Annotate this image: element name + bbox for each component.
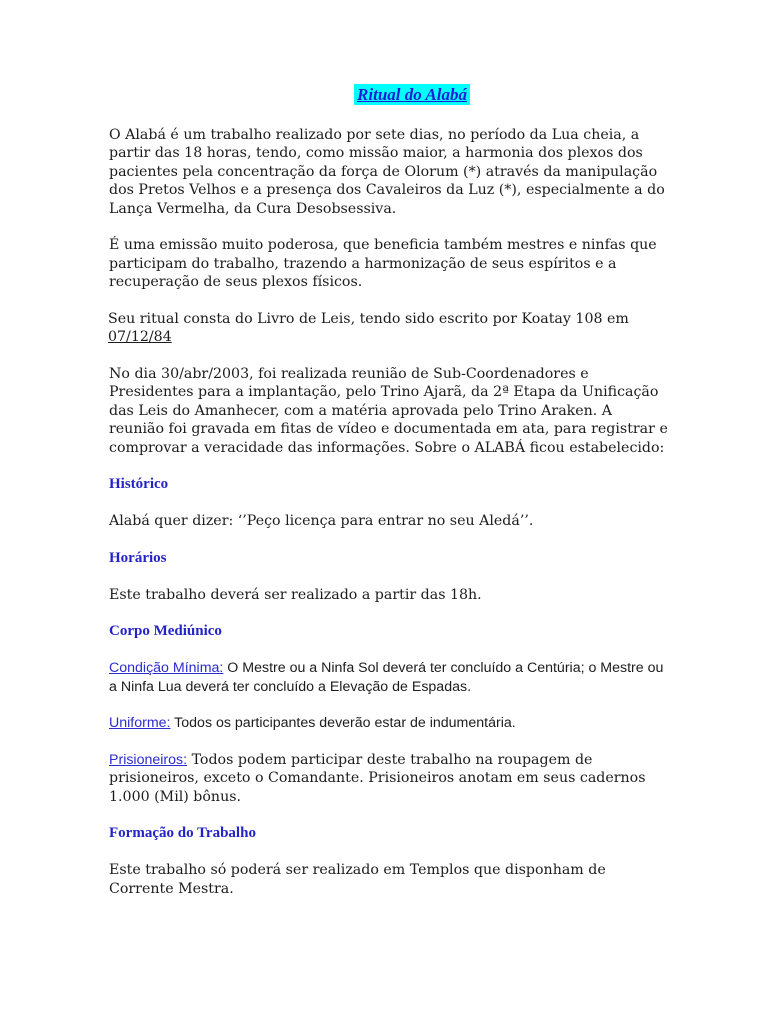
heading-horarios: Horários — [109, 549, 167, 566]
condicao-minima-text: O Mestre ou a Ninfa Sol deverá ter concluído a Centúria; o Mestre ou a Ninfa Lua deverá ter concluído a Elevação de Espadas. — [109, 660, 664, 695]
intro-paragraph-3-date: 07/12/84 — [108, 329, 172, 345]
prisioneiros-text: Todos podem participar deste trabalho na roupagem de prisioneiros, exceto o Comandante. Prisioneiros anotam em seus cadernos 1.000 (Mil) bônus. — [109, 751, 646, 805]
prisioneiros-paragraph — [109, 751, 669, 807]
condicao-minima-label: Condição Mínima: — [109, 660, 224, 676]
document-body — [109, 84, 669, 916]
intro-paragraph-4: No dia 30/abr/2003, foi realizada reunião de Sub-Coordenadores e Presidentes para a implantação, pelo Trino Ajarã, da 2ª Etapa da Unificação das Leis do Amanhecer, com a matéria aprovada pelo Trino Araken. A reunião foi gravada em fitas de vídeo e documentada em ata, para registrar e comprovar a veracidade das informações. Sobre o ALABÁ ficou estabelecido: — [109, 365, 668, 456]
heading-formacao: Formação do Trabalho — [109, 825, 256, 841]
title-wrapper — [109, 84, 669, 106]
heading-corpo-mediunico: Corpo Mediúnico — [109, 623, 222, 639]
intro-paragraph-1: O Alabá é um trabalho realizado por sete dias, no período da Lua cheia, a partir das 18 horas, tendo, como missão maior, a harmonia dos plexos dos pacientes pela concentração da força de Olorum (*) através da manipulação dos Pretos Velhos e a presença dos Cavaleiros da Luz (*), especialmente a do Lança Vermelha, da Cura Desobsessiva. — [109, 126, 665, 217]
condicao-minima-paragraph — [109, 659, 669, 696]
prisioneiros-label: Prisioneiros: — [109, 751, 188, 768]
horarios-text: Este trabalho deverá ser realizado a partir das 18h. — [109, 586, 482, 603]
intro-paragraph-3 — [108, 310, 669, 347]
uniforme-label: Uniforme: — [109, 715, 171, 731]
uniforme-paragraph — [109, 714, 669, 733]
intro-paragraph-3-text: Seu ritual consta do Livro de Leis, tendo sido escrito por Koatay 108 em — [108, 310, 629, 327]
document-title: Ritual do Alabá — [354, 84, 470, 105]
historico-text: Alabá quer dizer: ‘’Peço licença para entrar no seu Aledá’’. — [109, 513, 534, 529]
uniforme-text: Todos os participantes deverão estar de indumentária. — [170, 715, 516, 731]
heading-historico: Histórico — [109, 476, 169, 492]
formacao-text: Este trabalho só poderá ser realizado em Templos que disponham de Corrente Mestra. — [109, 862, 606, 897]
intro-paragraph-2: É uma emissão muito poderosa, que beneficia também mestres e ninfas que participam do trabalho, trazendo a harmonização de seus espíritos e a recuperação de seus plexos físicos. — [109, 237, 657, 290]
